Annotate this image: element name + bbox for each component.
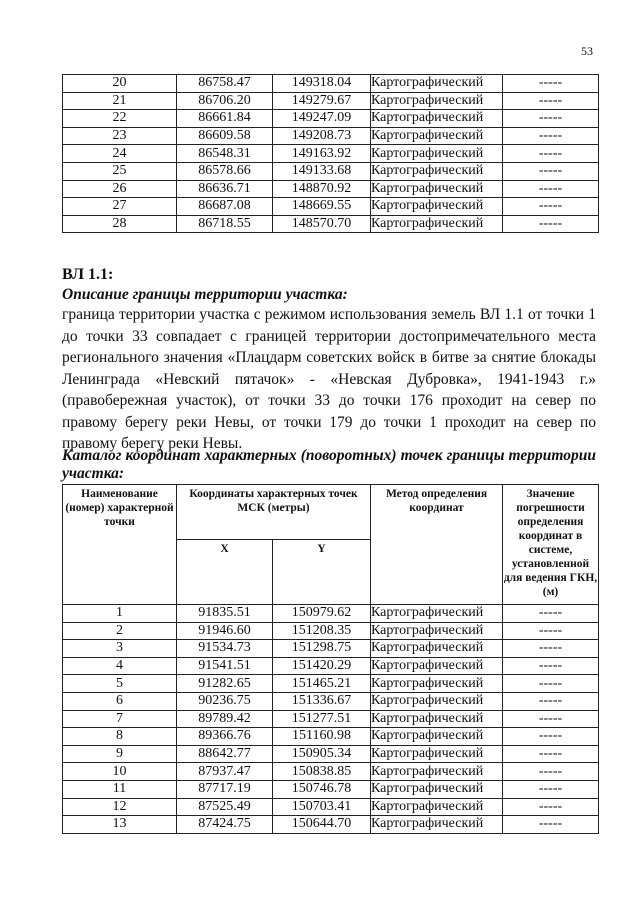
method-cell: Картографический [371,780,503,798]
error-cell: ----- [503,198,599,216]
point-number: 10 [63,763,177,781]
header-y: Y [273,540,371,605]
header-error: Значение погрешности определения координат в системе, установленной для ведения ГКН, (м) [503,485,599,605]
method-cell: Картографический [371,127,503,145]
point-number: 26 [63,180,177,198]
method-cell: Картографический [371,657,503,675]
point-number: 23 [63,127,177,145]
point-number: 5 [63,675,177,693]
header-x: X [177,540,273,605]
coord-x: 90236.75 [177,692,273,710]
error-cell: ----- [503,622,599,640]
coordinates-catalog-table [62,484,599,834]
error-cell: ----- [503,162,599,180]
error-cell: ----- [503,728,599,746]
coord-y: 150644.70 [273,816,371,834]
coord-x: 86609.58 [177,127,273,145]
table-row [63,162,599,180]
table-row [63,657,599,675]
error-cell: ----- [503,816,599,834]
header-point-name: Наименование (номер) характерной точки [63,485,177,605]
table-row [63,145,599,163]
point-number: 24 [63,145,177,163]
coord-y: 148870.92 [273,180,371,198]
error-cell: ----- [503,657,599,675]
coord-y: 149133.68 [273,162,371,180]
coord-y: 150746.78 [273,780,371,798]
coord-x: 89366.76 [177,728,273,746]
method-cell: Картографический [371,640,503,658]
error-cell: ----- [503,605,599,623]
coord-x: 86661.84 [177,110,273,128]
section-title: ВЛ 1.1: [62,266,114,283]
coord-x: 87525.49 [177,798,273,816]
error-cell: ----- [503,798,599,816]
table-row [63,110,599,128]
table-row [63,692,599,710]
error-cell: ----- [503,692,599,710]
coord-x: 89789.42 [177,710,273,728]
error-cell: ----- [503,127,599,145]
table-row [63,816,599,834]
error-cell: ----- [503,763,599,781]
coord-y: 151336.67 [273,692,371,710]
coord-x: 87424.75 [177,816,273,834]
table-row [63,75,599,93]
error-cell: ----- [503,780,599,798]
method-cell: Картографический [371,745,503,763]
table-row [63,763,599,781]
coord-y: 149279.67 [273,92,371,110]
coord-y: 151420.29 [273,657,371,675]
method-cell: Картографический [371,145,503,163]
table-body [63,75,599,233]
method-cell: Картографический [371,180,503,198]
table-row [63,745,599,763]
point-number: 13 [63,816,177,834]
table-row [63,605,599,623]
table-row [63,198,599,216]
coord-x: 86706.20 [177,92,273,110]
coord-y: 151465.21 [273,675,371,693]
table-row [63,622,599,640]
table-header [63,485,599,605]
coord-x: 86548.31 [177,145,273,163]
coord-y: 150905.34 [273,745,371,763]
method-cell: Картографический [371,816,503,834]
table-row [63,92,599,110]
coord-x: 91541.51 [177,657,273,675]
coord-y: 151208.35 [273,622,371,640]
method-cell: Картографический [371,215,503,233]
point-number: 9 [63,745,177,763]
error-cell: ----- [503,75,599,93]
coord-y: 151277.51 [273,710,371,728]
point-number: 12 [63,798,177,816]
point-number: 3 [63,640,177,658]
error-cell: ----- [503,710,599,728]
method-cell: Картографический [371,692,503,710]
point-number: 20 [63,75,177,93]
coord-y: 151160.98 [273,728,371,746]
table-row [63,798,599,816]
point-number: 7 [63,710,177,728]
coord-x: 86687.08 [177,198,273,216]
description-text: граница территории участка с режимом использования земель ВЛ 1.1 от точки 1 до точки 33 совпадает с границей территории достопримечательного места регионального значения «Плацдарм советских войск в битве за снятие блокады Ленинграда «Невский пятачок» - «Невская Дубровка», 1941-1943 г.» (правобережная участок), от точки 33 до точки 176 проходит на север по правому берегу реки Невы, от точки 179 до точки 1 проходит на север по правому берегу реки Невы. [62,306,596,452]
error-cell: ----- [503,640,599,658]
table-row [63,180,599,198]
coord-x: 86636.71 [177,180,273,198]
method-cell: Картографический [371,605,503,623]
page-number: 53 [581,44,593,58]
coord-x: 91946.60 [177,622,273,640]
coord-x: 91282.65 [177,675,273,693]
coord-y: 151298.75 [273,640,371,658]
coordinates-table-continued [62,74,599,233]
header-coordinates: Координаты характерных точек МСК (метры) [177,485,371,540]
table-row [63,728,599,746]
coord-x: 91835.51 [177,605,273,623]
coord-y: 149318.04 [273,75,371,93]
table-row [63,215,599,233]
table-body [63,605,599,834]
point-number: 28 [63,215,177,233]
point-number: 21 [63,92,177,110]
point-number: 6 [63,692,177,710]
method-cell: Картографический [371,110,503,128]
point-number: 25 [63,162,177,180]
coord-y: 148570.70 [273,215,371,233]
method-cell: Картографический [371,75,503,93]
coord-x: 86718.55 [177,215,273,233]
coord-x: 86758.47 [177,75,273,93]
method-cell: Картографический [371,162,503,180]
coord-x: 87717.19 [177,780,273,798]
coord-y: 150838.85 [273,763,371,781]
coord-y: 150979.62 [273,605,371,623]
method-cell: Картографический [371,710,503,728]
point-number: 8 [63,728,177,746]
method-cell: Картографический [371,198,503,216]
error-cell: ----- [503,145,599,163]
method-cell: Картографический [371,675,503,693]
coord-y: 149247.09 [273,110,371,128]
table-row [63,710,599,728]
error-cell: ----- [503,215,599,233]
method-cell: Картографический [371,728,503,746]
coord-y: 148669.55 [273,198,371,216]
error-cell: ----- [503,110,599,128]
point-number: 22 [63,110,177,128]
method-cell: Картографический [371,622,503,640]
header-method: Метод определения координат [371,485,503,605]
point-number: 27 [63,198,177,216]
table-row [63,780,599,798]
table-row [63,127,599,145]
method-cell: Картографический [371,763,503,781]
error-cell: ----- [503,92,599,110]
method-cell: Картографический [371,798,503,816]
coord-y: 150703.41 [273,798,371,816]
coord-y: 149208.73 [273,127,371,145]
table-row [63,675,599,693]
table-row [63,640,599,658]
catalog-title: Каталог координат характерных (поворотных) точек границы территории участка: [62,447,596,482]
point-number: 1 [63,605,177,623]
error-cell: ----- [503,180,599,198]
coord-y: 149163.92 [273,145,371,163]
point-number: 2 [63,622,177,640]
method-cell: Картографический [371,92,503,110]
coord-x: 91534.73 [177,640,273,658]
point-number: 4 [63,657,177,675]
point-number: 11 [63,780,177,798]
error-cell: ----- [503,745,599,763]
description-title: Описание границы территории участка: [62,286,348,303]
coord-x: 88642.77 [177,745,273,763]
coord-x: 87937.47 [177,763,273,781]
error-cell: ----- [503,675,599,693]
coord-x: 86578.66 [177,162,273,180]
